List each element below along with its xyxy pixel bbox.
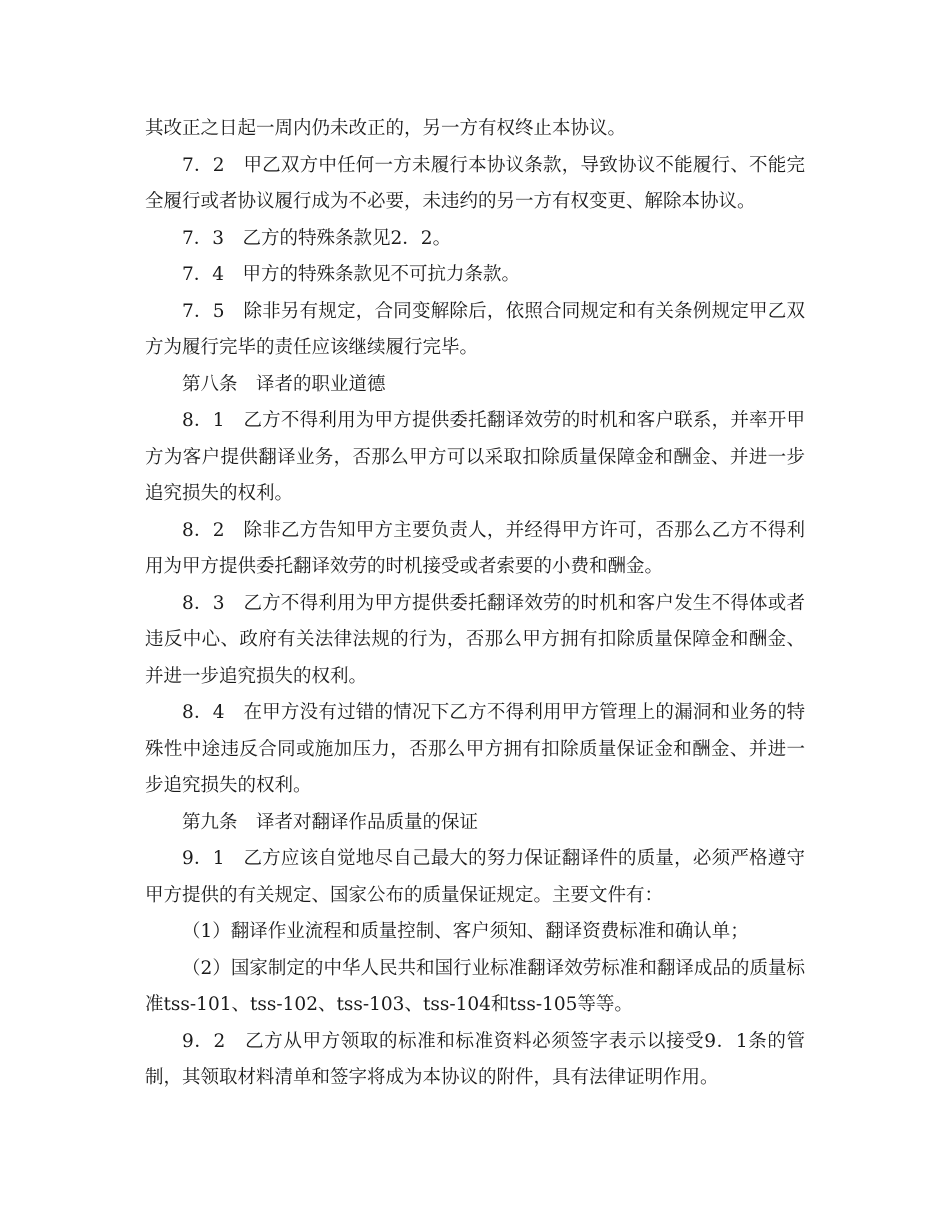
paragraph-9-1: 9．1 乙方应该自觉地尽自己最大的努力保证翻译件的质量，必须严格遵守甲方提供的有关规定、国家公布的质量保证规定。主要文件有： <box>145 848 805 906</box>
list-item-1: （1）翻译作业流程和质量控制、客户须知、翻译资费标准和确认单； <box>182 921 749 942</box>
paragraph-7-5: 7．5 除非另有规定，合同变解除后，依照合同规定和有关条例规定甲乙双方为履行完毕的责任应该继续履行完毕。 <box>145 300 805 358</box>
paragraph-8-2: 8．2 除非乙方告知甲方主要负责人，并经得甲方许可，否那么乙方不得利用为甲方提供委托翻译效劳的时机接受或者索要的小费和酬金。 <box>145 519 805 577</box>
paragraph-7-4: 7．4 甲方的特殊条款见不可抗力条款。 <box>182 264 521 285</box>
article-9-heading: 第九条 译者对翻译作品质量的保证 <box>182 811 479 833</box>
list-item-2: （2）国家制定的中华人民共和国行业标准翻译效劳标准和翻译成品的质量标准tss-101、tss-102、tss-103、tss-104和tss-105等等。 <box>145 957 805 1015</box>
paragraph-8-1: 8．1 乙方不得利用为甲方提供委托翻译效劳的时机和客户联系，并率开甲方为客户提供翻译业务，否那么甲方可以采取扣除质量保障金和酬金、并进一步追究损失的权利。 <box>145 410 805 504</box>
paragraph-7-2: 7．2 甲乙双方中任何一方未履行本协议条款，导致协议不能履行、不能完全履行或者协议履行成为不必要，未违约的另一方有权变更、解除本协议。 <box>145 154 805 212</box>
paragraph-8-3: 8．3 乙方不得利用为甲方提供委托翻译效劳的时机和客户发生不得体或者违反中心、政府有关法律法规的行为，否那么甲方拥有扣除质量保障金和酬金、并进一步追究损失的权利。 <box>145 592 805 687</box>
paragraph-7-3: 7．3 乙方的特殊条款见2．2。 <box>182 227 452 249</box>
paragraph-9-2: 9．2 乙方从甲方领取的标准和标准资料必须签字表示以接受9．1条的管制，其领取材料清单和签字将成为本协议的附件，具有法律证明作用。 <box>145 1030 805 1088</box>
article-8-heading: 第八条 译者的职业道德 <box>182 373 386 395</box>
paragraph-7-1-continued: 其改正之日起一周内仍未改正的，另一方有权终止本协议。 <box>145 118 627 139</box>
paragraph-8-4: 8．4 在甲方没有过错的情况下乙方不得利用甲方管理上的漏洞和业务的特殊性中途违反合同或施加压力，否那么甲方拥有扣除质量保证金和酬金、并进一步追究损失的权利。 <box>145 702 805 796</box>
document-body <box>145 111 805 1097</box>
